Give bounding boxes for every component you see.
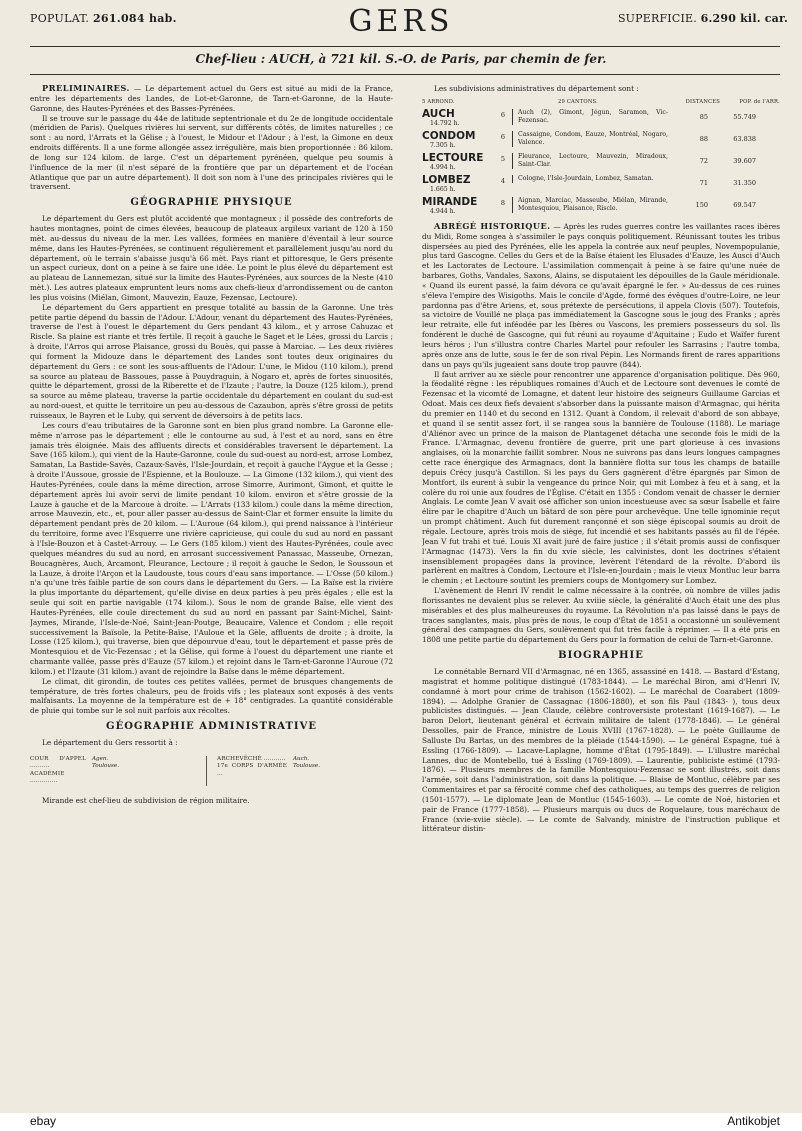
- th-population: POP. de l'ARR.: [739, 98, 780, 105]
- biographie-title: BIOGRAPHIE: [558, 650, 644, 662]
- population-value: 261.084 hab.: [92, 12, 177, 25]
- arrondissement-name-text: AUCH: [422, 107, 455, 120]
- adm-arch-value: Auch.: [293, 755, 310, 762]
- adm-left-cell: [30, 756, 206, 786]
- geo-phys-paragraph-2: Le département du Gers appartient en presque totalité au bassin de la Garonne. Une très petite partie dépend du bassin de l'Adour. L'Adour, venant du département des Hautes-Pyrénées, traverse de l'est à l'ouest le département du Gers pendant 43 kilom., et y arrose Cahuzac et Riscle. Sa plaine est riante et très fertile. Il reçoit à gauche le Saget et le Lées, grossi du Larcis ; à droite, l'Arros qui arrose Plaisance, grossi du Bouès, qui passe à Marciac. — Les deux rivières qui forment la Midouze dans le département des Landes sont toutes deux originaires du département du Gers : ce sont les sous-affluents de l'Adour. L'une, le Midou (110 kilom.), prend sa source au plateau de Bassoues, passe à Pouydraguin, à Nogaro et, après de fortes sinuosités, quitte le département, grossi de la Riberette et de l'Izaute ; l'autre, la Douze (125 kilom.), prend sa source au même plateau, traverse la partie occidentale du département en coulant du sud-est au nord-ouest, et quitte le territoire un peu au-dessous de Cazaubon, après s'être grossi de petits ruisseaux, le Bayren et le Luby, qui servent de déversoirs à de petits lacs.: [30, 302, 393, 420]
- arrondissement-habitants: 4.994 h.: [430, 163, 456, 171]
- adm-right-values: [293, 756, 320, 786]
- adm-academie-value: Toulouse.: [92, 763, 119, 770]
- arrondissement-name: [422, 175, 494, 194]
- adm-cour-value: Agen.: [92, 755, 109, 762]
- administrative-grid: [30, 756, 393, 786]
- abrege-heading: ABRÉGÉ HISTORIQUE.: [434, 220, 551, 231]
- department-title: GERS: [348, 4, 454, 39]
- arrondissement-habitants: 4.944 h.: [430, 207, 456, 215]
- preliminaires-text: — Le département actuel du Gers est situé au midi de la France, entre les départements des Landes, de Lot-et-Garonne, de Tarn-et-Garonne, de la Haute-Garonne, des Hautes-Pyrénées et des Basses-Pyrénées.: [30, 84, 393, 113]
- adm-corps-value: Toulouse.: [293, 763, 320, 770]
- arrondissement-population: 31.350: [733, 178, 756, 187]
- adm-corps-label: 17e CORPS D'ARMÉE ...: [217, 763, 287, 777]
- arrondissement-canton-count: 8: [500, 198, 506, 207]
- arrondissement-row: [422, 153, 780, 172]
- geographie-administrative-title: GÉOGRAPHIE ADMINISTRATIVE: [106, 721, 317, 733]
- watermark-left: ebay: [30, 1114, 57, 1128]
- arrondissement-canton-count: 6: [500, 132, 506, 141]
- biographie-paragraph: Le connétable Bernard VII d'Armagnac, né en 1365, assassiné en 1418. — Bastard d'Estang, magistrat et homme politique distingué (1783-1844). — Le maréchal Biron, ami d'Henri IV, condamné à mort pour crime de trahison (1562-1602). — Le maréchal de Coarabert (1809-1894). — Adolphe Granier de Cassagnac (1806-1880), et son fils Paul (1843- ), tous deux publicistes distingués. — Jean Claude, célèbre controversiste protestant (1619-1687). — Le baron Delort, lieutenant général et écrivain militaire de talent (1778-1846). — Le général Dessolles, pair de France, ministre de Louis XVIII (1767-1828). — Le poète Guillaume de Salluste Du Bartas, un des membres de la pléiade (1544-1590). — Le général Espagne, tué à Essling (1766-1809). — Lacave-Laplagne, homme d'État (1795-1849). — L'illustre maréchal Lannes, duc de Montebello, tué à Essling (1769-1809). — Laurentie, publiciste estimé (1793-1876). — Plusieurs membres de la famille Montesquiou-Fezensac se sont illustrés, soit dans l'armée, soit dans l'administration, soit dans la politique. — Blaise de Montluc, célèbre par ses Commentaires et par sa férocité comme chef des catholiques, au temps des guerres de religion (1501-1577). — Le diplomate Jean de Montluc (1545-1603). — Le comte de Noé, historien et pair de France (1777-1858). — Plusieurs marquis ou ducs de Roquelaure, tous maréchaux de France (xvie-xviie siècle). — Le comte de Salvandy, ministre de l'instruction publique et littérateur distin-: [422, 666, 780, 834]
- arrondissement-distance: 72: [699, 156, 708, 165]
- arrondissement-name-text: MIRANDE: [422, 195, 478, 208]
- abrege-paragraph-2: Il faut arriver au xe siècle pour rencontrer une apparence d'organisation politique. Dès 960, la féodalité règne : les républiques romaines d'Auch et de Lectoure sont devenues le comté de Fezensac et la vicomté de Lomagne, et datent leur histoire des seigneurs Guillaume Garcias et Odoat. Mais ces deux fiefs devaient s'absorber dans la puissante maison d'Armagnac, qui hérita du premier en 1140 et du second en 1312. Quant à Condom, il relevait d'abord de son abbaye, et quand il se sentit assez fort, il se rangea sous la bannière de Toulouse (1188). Le mariage d'Aliénor avec un prince de la maison de Plantagenet détacha une seconde fois le midi de la France. L'Armagnac, devenu frontière de guerre, prit une part glorieuse à ces invasions anglaises, où la monarchie faillit sombrer. Nous ne suivrons pas dans leurs longues campagnes cette race énergique des Armagnacs, dont la bannière flotta sur tous les champs de bataille depuis Crécy jusqu'à Castillon. Si les pays du Gers gagnèrent d'être épargnés par Simon de Montfort, ils eurent à subir la vengeance du prince Noir, qui mit Lombez à feu et à sang, et la colère du roi unie aux foudres de l'Église. C'était en 1355 : Condom venait de chasser le dernier Anglais. Le comte Jean V avait osé afficher son union incestueuse avec sa sœur Isabelle et faire élire par le chapitre d'Auch un bâtard de son père pour archevêque. Une telle ignominie reçut un prompt châtiment. Auch fut durement rançonné et son siège épiscopal soumis au droit de régale. Lectoure, après trois mois de siège, fut incendié et ses habitants passés au fil de l'épée. Jean V fut trahi et tué. Louis XI avait juré de faire justice ; il s'était promis aussi de confisquer l'Armagnac (1473). Vers la fin du xvie siècle, les calvinistes, dont les doctrines s'étaient insensiblement propagées dans la province, levèrent l'étendard de la révolte. D'abord ils parlèrent en maîtres à Condom, Lectoure et l'Isle-en-Jourdain ; mais le vieux Montluc leur barra le chemin ; et Lectoure soutint les premiers coups de Montgomery sur Lombez.: [422, 369, 780, 586]
- chef-lieu-rule: [30, 74, 780, 75]
- geo-phys-paragraph-1: Le département du Gers est plutôt accidenté que montagneux ; il possède des contreforts de hautes montagnes, point de cimes élevées, beaucoup de plateaux argileux variant de 120 à 150 mèt. au-dessus du niveau de la mer. Les vallées, formées en manière d'éventail à leur source même, dans les Hautes-Pyrénées, se continuent régulièrement et parallèlement jusqu'au nord du département, où le terrain s'abaisse jusqu'à 66 mèt. Pays riant et pittoresque, le Gers présente un aspect curieux, dont on a peine à se faire une idée. Le point le plus élevé du département est au plateau de Lannemezan, situé sur la limite des Hautes-Pyrénées, aux sources de la Neste (410 mèt.). Les autres plateaux empruntent leurs noms aux chefs-lieux d'arrondissement ou de canton les plus voisins (Miélan, Gimont, Mauvezin, Eauze, Fezensac, Lectoure).: [30, 214, 393, 302]
- preliminaires-heading: PRÉLIMINAIRES.: [42, 84, 130, 93]
- watermark-bar: [0, 1113, 802, 1131]
- population-label-text: POPULAT.: [30, 12, 90, 25]
- geo-adm-intro: Le département du Gers ressortit à :: [42, 738, 178, 747]
- arrondissement-canton-count: 6: [500, 110, 506, 119]
- adm-cour-label: COUR D'APPEL ..........: [30, 755, 86, 770]
- arrondissement-population: 69.547: [733, 200, 756, 209]
- adm-right-cell: [206, 756, 393, 786]
- abrege-paragraph-3: L'avènement de Henri IV rendit le calme nécessaire à la contrée, où nombre de villes jadis florissantes ne devaient plus se relever. Au xviiie siècle, la généralité d'Auch était une des plus misérables et des plus malheureuses du royaume. La Révolution n'a pas laissé dans le pays de traces sanglantes, mais, plus près de nous, le coup d'État de 1851 a occasionné un soulèvement général des campagnes du Gers, soulèvement qui fut très facile à réprimer. — Il a été pris en 1808 une petite partie du département du Gers pour la formation de celui de Tarn-et-Garonne.: [422, 586, 780, 645]
- arrondissement-habitants: 7.305 h.: [430, 141, 456, 149]
- preliminaires-paragraph-2: Il se trouve sur le passage du 44e de latitude septentrionale et du 2e de longitude occidentale (méridien de Paris). Quelques rivières lui servent, sur différents côtés, de limites naturelles ; ce sont : au nord, l'Arrats et la Gélise ; à l'ouest, le Midour et l'Adour ; à l'est, la Gimone en deux endroits différents. Il a une forme allongée assez irrégulière, mais bien proportionnée : 86 kilom. de long sur 124 kilom. de large. C'est un département pyrénéen, quelque peu soumis à l'influence de la mer (il n'est séparé de la frontière que par un département et de l'océan Atlantique que par un autre département). Il doit son nom à l'une des principales rivières qui le traversent.: [30, 113, 393, 192]
- watermark-right: Antikobjet: [727, 1114, 780, 1128]
- adm-left-values: [92, 756, 119, 786]
- arrondissement-name: [422, 109, 494, 128]
- th-cantons: 29 CANTONS.: [558, 98, 598, 105]
- arrondissement-cantons: Cologne, l'Isle-Jourdain, Lombez, Samatan.: [512, 175, 668, 183]
- arrondissement-row: [422, 131, 780, 150]
- arrondissement-cantons: Fleurance, Lectoure, Mauvezin, Miradoux, Saint-Clar.: [512, 153, 668, 169]
- arrondissement-row: [422, 109, 780, 128]
- arrondissement-population: 55.749: [733, 112, 756, 121]
- subdivisions-table: [422, 98, 780, 216]
- arrondissement-population: 63.838: [733, 134, 756, 143]
- arrondissement-name-text: LECTOURE: [422, 151, 484, 164]
- arrondissement-row: [422, 197, 780, 216]
- geo-phys-paragraph-3: Les cours d'eau tributaires de la Garonne sont en bien plus grand nombre. La Garonne elle-même n'arrose pas le département ; elle le contourne au sud, à l'est et au nord, sans en être jamais très éloignée. Mais des affluents directs et considérables traversent le département. La Save (165 kilom.), qui vient de la Haute-Garonne, coule du sud-ouest au nord-est, arrose Lombez, Samatan, La Bastide-Savès, Cazaux-Savès, l'Isle-Jourdain, et reçoit à gauche l'Aygue et la Gesse ; à droite l'Aussoue, grossie de l'Espienne, et la Boulouze. — La Gimone (132 kilom.), qui vient des Hautes-Pyrénées, coule dans la même direction, arrose Simorre, Aurimont, Gimont, et quitte le département après lui avoir servi de limite pendant 10 kilom. environ et s'être grossie de la Lauze à gauche et de la Marcoue à droite. — L'Arrats (133 kilom.) coule dans la même direction, arrose Mauvezin, etc., et, pour aller passer au-dessus de Saint-Clar et former ensuite la limite du département pendant près de 20 kilom. — L'Auroue (64 kilom.), qui prend naissance à l'intérieur du territoire, forme avec l'Esquerre une rivière capricieuse, qui coule du sud au nord en passant à l'Isle-Bouzon et à Castet-Arrouy. — Le Gers (185 kilom.) vient des Hautes-Pyrénées, coule avec quelques méandres du sud au nord, en arrosant successivement Panassac, Masseube, Ornezan, Boucagnères, Auch, Arcamont, Fleurance, Lectoure ; il reçoit à gauche le Sedon, le Soussoun et la Lauze, à droite l'Arçon et la Laudouste, tous cours d'eau sans importance. — L'Osse (50 kilom.) n'a qu'une très faible partie de son cours dans le département du Gers. — La Baïse est la rivière la plus importante du département, qu'elle divise en deux parties à peu près égales ; elle est la seule qui soit en partie navigable (174 kilom.). Sous le nom de grande Baïse, elle vient des Hautes-Pyrénées, elle coule directement du sud au nord en passant par Saint-Michel, Saint-Jaymes, Mirande, l'Isle-de-Noé, Saint-Jean-Poutge, Beaucaire, Valence et Condom ; elle reçoit successivement la Baïsole, la Petite-Baïse, l'Auloue et la Gèle, affluents de droite ; à droite, la Losse (125 kilom.), qui traverse, bien que dépourvue d'eau, tout le département et passe près de Montesquiou et de Vic-Fezensac ; et la Gélise, qui forme à l'ouest du département une riante et charmante vallée, passe près d'Eauze (57 kilom.) et rejoint dans le Tarn-et-Garonne l'Auroue (72 kilom.) et l'Izaute (31 kilom.) avant de rejoindre la Baïse dans le même département.: [30, 420, 393, 676]
- left-column: [30, 84, 393, 1110]
- arrondissement-habitants: 1.665 h.: [430, 185, 456, 193]
- geographie-physique-title: GÉOGRAPHIE PHYSIQUE: [130, 197, 293, 209]
- arrondissement-name: [422, 131, 494, 150]
- arrondissement-cantons: Aignan, Marciac, Masseube, Miélan, Mirande, Montesquiou, Plaisance, Riscle.: [512, 197, 668, 213]
- arrondissement-canton-count: 4: [500, 176, 506, 185]
- th-arrond: 5 ARROND.: [422, 98, 455, 105]
- arrondissement-canton-count: 5: [500, 154, 506, 163]
- subdivisions-rows: [422, 109, 780, 216]
- right-column: [422, 84, 780, 1110]
- arrondissement-name: [422, 197, 494, 216]
- arrondissement-distance: 71: [699, 178, 708, 187]
- adm-arch-label: ARCHEVÊCHÉ ...........: [217, 755, 286, 762]
- adm-left-labels: [30, 756, 86, 786]
- superficie-label: [618, 12, 788, 25]
- arrondissement-name-text: CONDOM: [422, 129, 476, 142]
- arrondissement-distance: 85: [699, 112, 708, 121]
- subdivisions-intro: Les subdivisions administratives du département sont :: [434, 84, 639, 93]
- header-rule: [30, 46, 780, 47]
- abrege-text: — Après les rudes guerres contre les vaillantes races ibères du Midi, Rome songea à s'assimiler le pays conquis politiquement. Réunissant toutes les tribus dispersées au pied des Pyrénées, elle les appela la contrée aux neuf peuples, Novempopulanie, plus tard Gascogne. Celles du Gers et de la Baïse étaient les Elusades d'Eauze, les Ausci d'Auch et les Lactorates de Lectoure. L'assimilation commençait à peine à se faire qu'une nuée de barbares, Goths, Vandales, Saxons, Alains, se disputaient les dépouilles de la Gaule méridionale. « Quand ils eurent passé, la faim dévora ce qu'avait épargné le fer. » Au-dessus de ces ruines s'éleva l'empire des Wisigoths. Mais le concile d'Agde, formé des évêques d'outre-Loire, ne leur pardonna pas d'être Ariens, et, sous prétexte de persécutions, il appela Clovis (507). Toutefois, sa victoire de Vouillé ne plaça pas immédiatement la Gascogne sous le joug des Franks ; après leur retraite, elle fut inféodée par les Ibères ou Vascons, les premiers possesseurs du sol. Ils fondèrent le duché de Gascogne, qui fut réuni au royaume d'Aquitaine ; Eudo et Waïfer furent leurs héros ; l'un s'illustra contre Charles Martel pour refouler les Sarrasins ; l'autre tomba, après onze ans de lutte, sous le fer de son rival Pépin. Les Normands firent de rares apparitions dans un pays qu'ils jugeaient sans doute trop pauvre (844).: [422, 221, 780, 369]
- adm-right-labels: [217, 756, 287, 786]
- preliminaires-paragraph: [30, 84, 393, 114]
- arrondissement-population: 39.607: [733, 156, 756, 165]
- chef-lieu-line: Chef-lieu : AUCH, à 721 kil. S.-O. de Paris, par chemin de fer.: [195, 52, 607, 66]
- abrege-paragraph: [422, 222, 780, 370]
- arrondissement-name-text: LOMBEZ: [422, 173, 471, 186]
- arrondissement-distance: 88: [699, 134, 708, 143]
- adm-academie-label: ACADÉMIE ..............: [30, 770, 65, 785]
- arrondissement-habitants: 14.792 h.: [430, 119, 460, 127]
- superficie-value: 6.290 kil. car.: [700, 12, 788, 25]
- geo-phys-paragraph-4: Le climat, dit girondin, de toutes ces petites vallées, permet de brusques changements de température, de très fortes chaleurs, peu de froids vifs ; les plateaux sont exposés à des vents malfaisants. La moyenne de la température est de + 18° centigrades. La quantité considérable de pluie qui tombe sur le sol nuit parfois aux récoltes.: [30, 676, 393, 716]
- arrondissement-distance: 150: [695, 200, 708, 209]
- th-distances: DISTANCES: [685, 98, 720, 105]
- arrondissement-cantons: Auch (2), Gimont, Jégun, Saramon, Vic-Fezensac.: [512, 109, 668, 125]
- arrondissement-row: [422, 175, 780, 194]
- arrondissement-cantons: Cassaigne, Condom, Eauze, Montréal, Nogaro, Valence.: [512, 131, 668, 147]
- subdivisions-header: [422, 98, 780, 106]
- superficie-label-text: SUPERFICIE.: [617, 12, 697, 25]
- arrondissement-name: [422, 153, 494, 172]
- geo-adm-outro: Mirande est chef-lieu de subdivision de région militaire.: [42, 795, 250, 805]
